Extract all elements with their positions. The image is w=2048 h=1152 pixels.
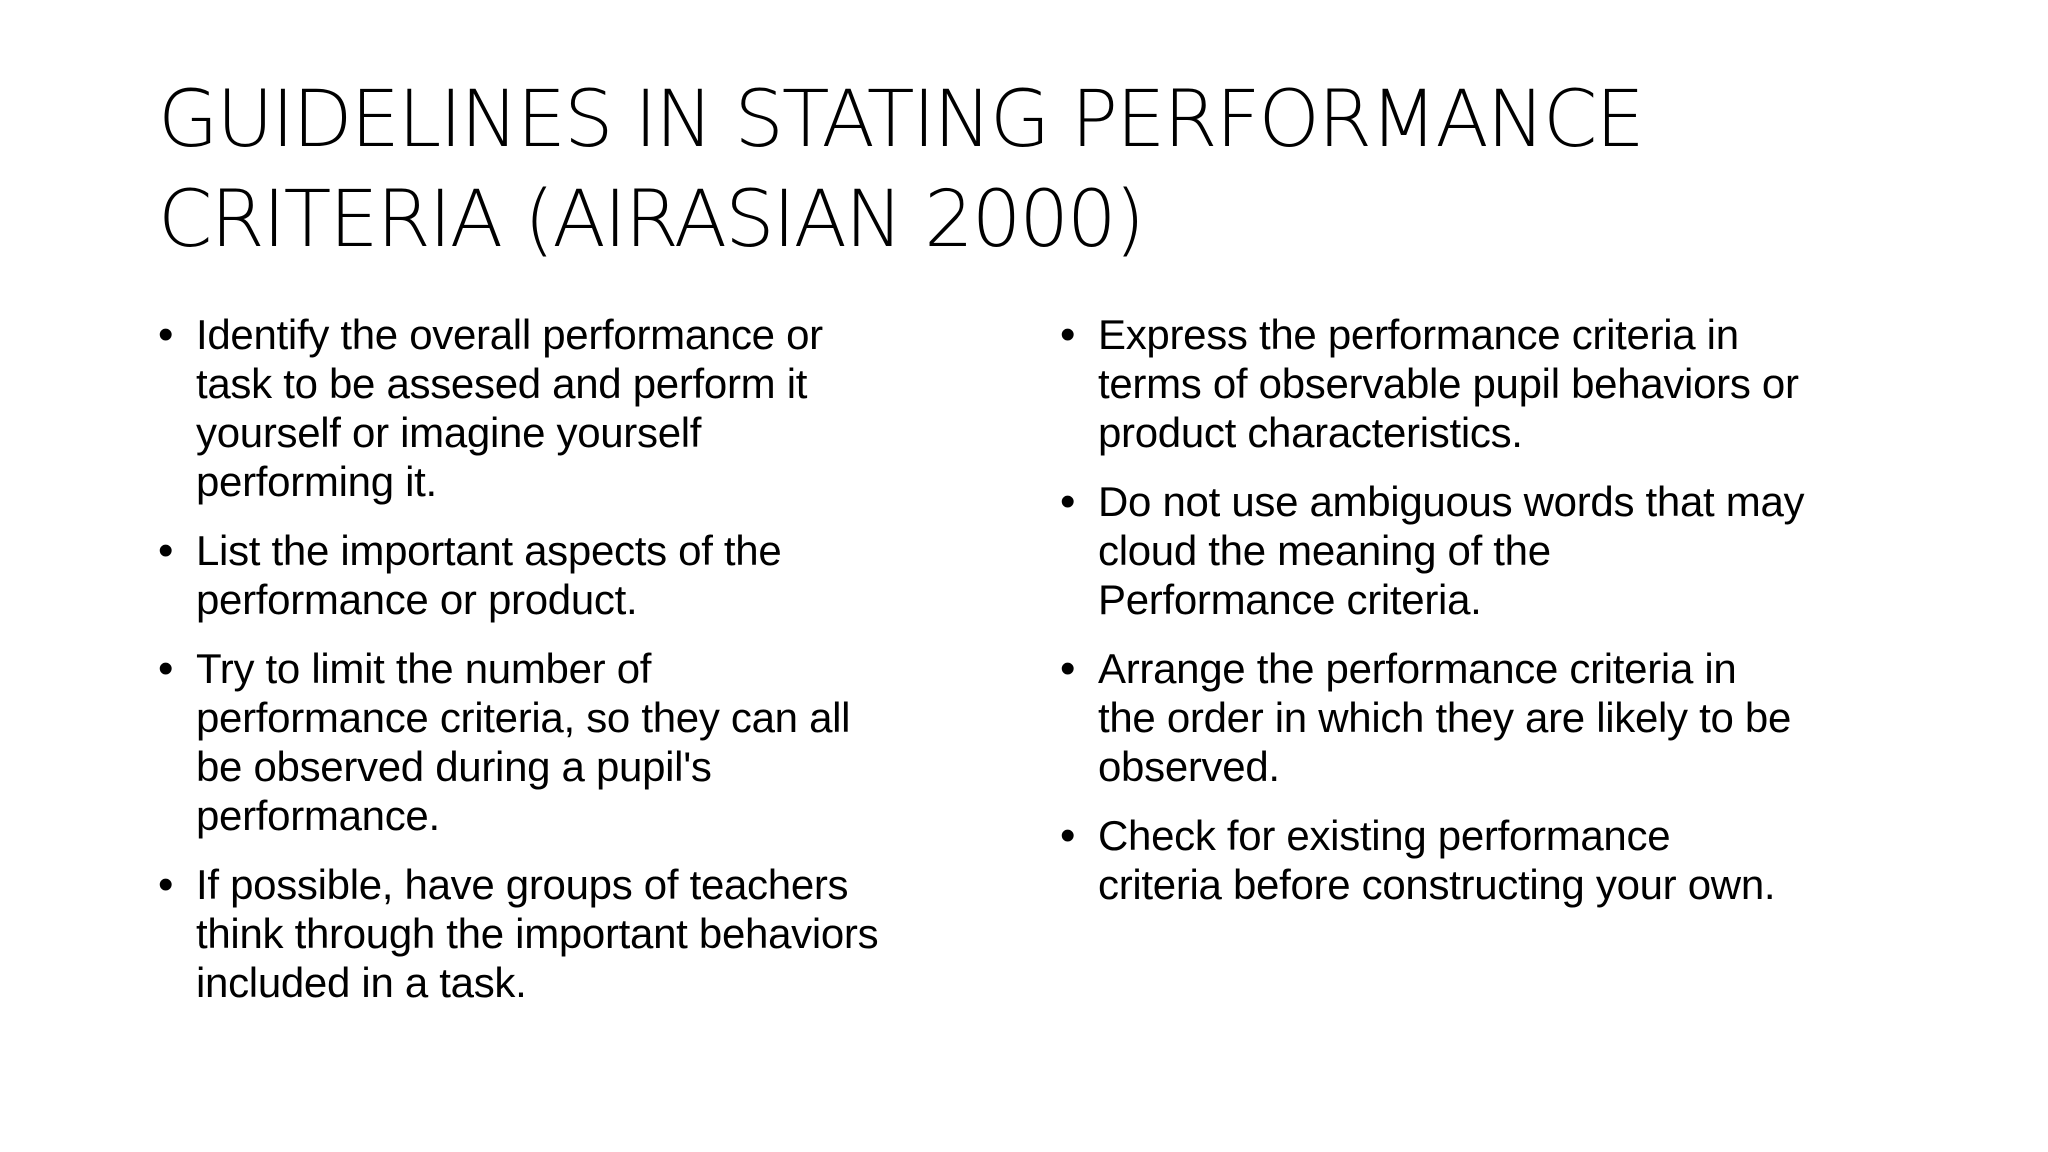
list-item [158,644,1038,840]
bullet-icon: • [1060,477,1076,526]
list-item-text: Arrange the performance criteria in the order in which they are likely to be observed. [1098,645,1792,790]
bullet-icon: • [158,860,174,909]
list-item-text: Do not use ambiguous words that may cloud the meaning of the Performance criteria. [1098,478,1805,623]
list-item-text: Check for existing performance criteria before constructing your own. [1098,812,1776,908]
list-item [1060,811,1940,909]
list-item-text: Express the performance criteria in terms of observable pupil behaviors or product characteristics. [1098,311,1799,456]
list-item-text: List the important aspects of the performance or product. [196,527,782,623]
list-item [1060,477,1940,624]
list-item [1060,644,1940,791]
bullet-icon: • [1060,310,1076,359]
list-item-text: Try to limit the number of performance criteria, so they can all be observed during a pupil's performance. [196,645,851,839]
slide-title [158,70,1918,270]
list-item [158,860,1038,1007]
bullet-icon: • [158,526,174,575]
bullet-icon: • [158,644,174,693]
left-bullet-list [158,310,1038,1027]
list-item [158,310,1038,506]
list-item [1060,310,1940,457]
bullet-icon: • [158,310,174,359]
list-item [158,526,1038,624]
bullet-icon: • [1060,811,1076,860]
right-bullet-list [1060,310,1940,929]
bullet-icon: • [1060,644,1076,693]
title-line-2: CRITERIA (AIRASIAN 2000) [158,175,1144,265]
list-item-text: Identify the overall performance or task to be assesed and perform it yourself or imagine yourself performing it. [196,311,823,505]
list-item-text: If possible, have groups of teachers think through the important behaviors included in a task. [196,861,879,1006]
title-line-1: GUIDELINES IN STATING PERFORMANCE [158,75,1643,165]
